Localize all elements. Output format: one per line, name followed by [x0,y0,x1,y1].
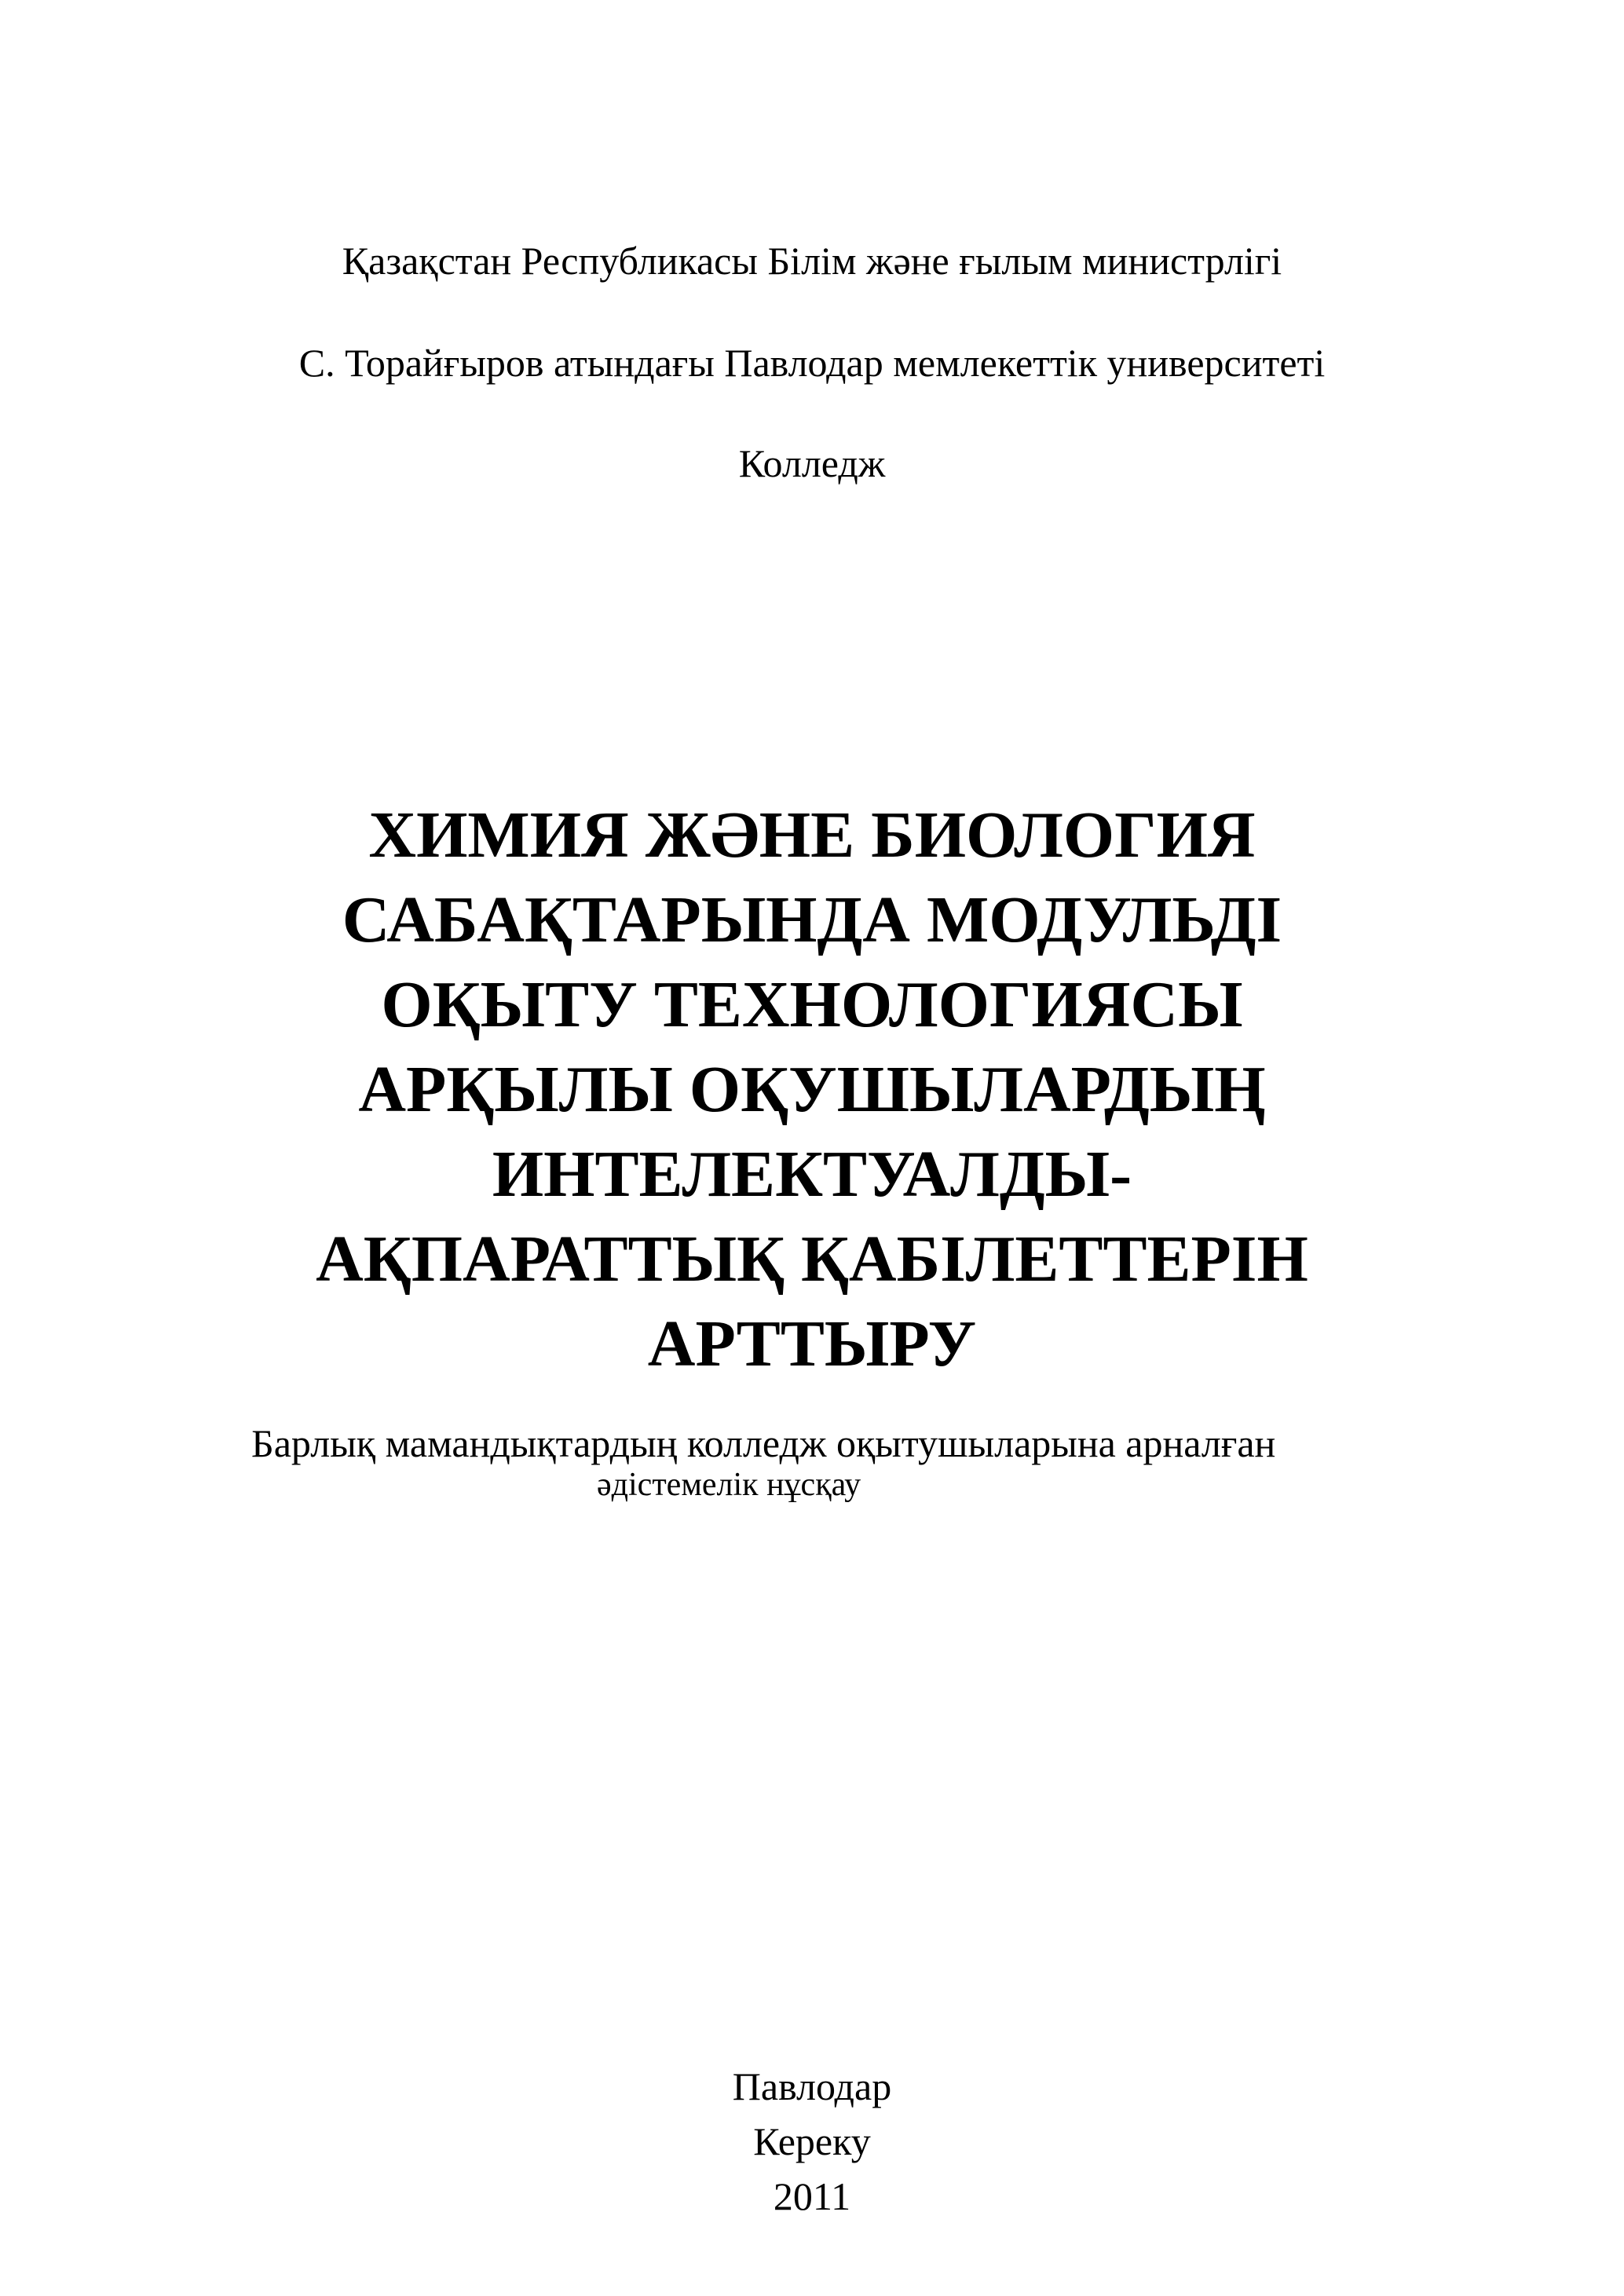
title-line: АҚПАРАТТЫҚ ҚАБІЛЕТТЕРІН [316,1223,1308,1296]
title-line: ОҚЫТУ ТЕХНОЛОГИЯСЫ [381,968,1243,1041]
document-type: әдістемелік нұсқау [597,1467,861,1503]
document-title [0,793,1624,1387]
title-line: ИНТЕЛЕКТУАЛДЫ- [492,1138,1132,1211]
university-name: С. Торайғыров атындағы Павлодар мемлекеттік университеті [298,341,1326,385]
imprint-city: Павлодар [732,2064,892,2108]
title-line: АРТТЫРУ [647,1307,977,1380]
imprint-publisher: Кереку [753,2119,871,2163]
college-name: Колледж [738,441,886,485]
title-line: АРҚЫЛЫ ОҚУШЫЛАРДЫҢ [358,1053,1266,1126]
title-line: САБАҚТАРЫНДА МОДУЛЬДІ [342,883,1282,956]
document-subtitle: Барлық мамандықтардың колледж оқытушыларына арналған [251,1421,1276,1465]
imprint-year: 2011 [773,2174,851,2218]
ministry-name: Қазақстан Республикасы Білім және ғылым министрлігі [342,239,1282,283]
title-line: ХИМИЯ ЖӘНЕ БИОЛОГИЯ [368,799,1256,872]
